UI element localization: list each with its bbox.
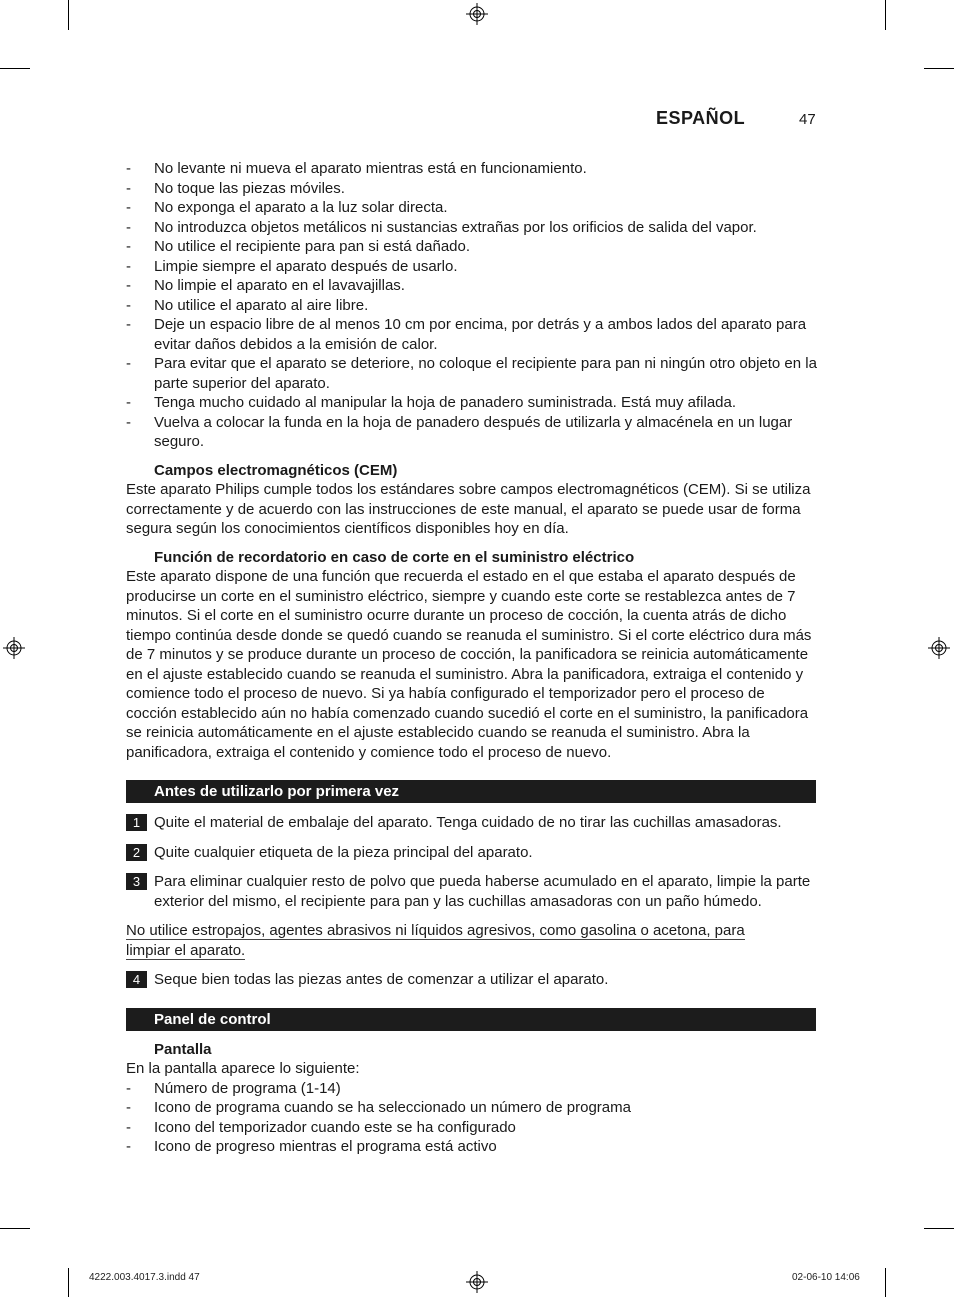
registration-mark-icon [466,1271,488,1293]
list-item: - No utilice el aparato al aire libre. [126,296,818,316]
step-item [126,843,818,863]
page-header [656,108,820,132]
list-item: - Limpie siempre el aparato después de usarlo. [126,257,818,277]
list-item: - Icono de progreso mientras el programa está activo [126,1137,818,1157]
list-item: - No utilice el recipiente para pan si está dañado. [126,237,818,257]
warning-text: No utilice estropajos, agentes abrasivos ni líquidos agresivos, como gasolina o acetona, para limpiar el aparato. [126,922,745,959]
list-item: - No levante ni mueva el aparato mientras está en funcionamiento. [126,159,818,179]
emf-paragraph: Este aparato Philips cumple todos los estándares sobre campos electromagnéticos (CEM). Si se utiliza correctamente y de acuerdo con las instrucciones de este manual, el aparato se puede usar de forma segura según los conocimientos científicos disponibles hoy en día. [126,481,811,537]
crop-mark [885,1268,886,1297]
step-text: Para eliminar cualquier resto de polvo que pueda haberse acumulado en el aparato, limpie la parte exterior del mismo, el recipiente para pan y las cuchillas amasadoras con un paño húmedo. [154,873,811,910]
list-item: - Deje un espacio libre de al menos 10 cm por encima, por detrás y a ambos lados del aparato para evitar daños debidos a la emisión de calor. [126,315,818,354]
step-number: 4 [126,971,147,988]
warning-note [126,921,776,960]
power-failure-paragraph: Este aparato dispone de una función que recuerda el estado en el que estaba el aparato después de producirse un corte en el suministro eléctrico, siempre y cuando este corte se restablezca antes de 7 minutos. Si el corte en el suministro ocurre durante un proceso de cocción, la cuenta atrás de dicho tiempo continúa desde donde se quedó cuando se reanuda el suministro. Si el corte eléctrico dura más de 7 minutos y se produce durante un proceso de cocción, la panificadora se reinicia automáticamente en el ajuste establecido cuando se reanuda el suministro. Abra la panificadora, extraiga el contenido y comience todo el proceso de nuevo. Si ya había configurado el temporizador pero el proceso de cocción establecido aún no había comenzado cuando sucedió el corte en el suministro, la panificadora se reinicia automáticamente en el ajuste establecido cuando se reanuda el suministro. Abra la panificadora, extraiga el contenido y comience todo el proceso de nuevo. [126,568,812,761]
page-content [126,159,818,1157]
page-number: 47 [799,111,816,128]
list-item: - Número de programa (1-14) [126,1079,818,1099]
display-list [126,1079,818,1157]
crop-mark [885,0,886,30]
display-heading: Pantalla [154,1040,212,1058]
list-item: - Para evitar que el aparato se deteriore, no coloque el recipiente para pan ni ningún otro objeto en la parte superior del aparato. [126,354,818,393]
crop-mark [924,1228,954,1229]
crop-mark [0,1228,30,1229]
step-number: 2 [126,844,147,861]
list-item: - No introduzca objetos metálicos ni sustancias extrañas por los orificios de salida del vapor. [126,218,818,238]
step-number: 1 [126,814,147,831]
list-item: - Tenga mucho cuidado al manipular la hoja de panadero suministrada. Está muy afilada. [126,393,818,413]
crop-mark [0,68,30,69]
display-intro: En la pantalla aparece lo siguiente: [126,1060,360,1077]
list-item: - Vuelva a colocar la funda en la hoja de panadero después de utilizarla y almacénela en un lugar seguro. [126,413,818,452]
step-item [126,813,818,833]
registration-mark-icon [3,637,25,659]
crop-mark [924,68,954,69]
registration-mark-icon [466,3,488,25]
power-failure-heading: Función de recordatorio en caso de corte en el suministro eléctrico [154,548,635,566]
list-item: - Icono de programa cuando se ha seleccionado un número de programa [126,1098,818,1118]
step-text: Quite cualquier etiqueta de la pieza principal del aparato. [154,843,533,861]
list-item: - No exponga el aparato a la luz solar directa. [126,198,818,218]
safety-list [126,159,818,452]
registration-mark-icon [928,637,950,659]
list-item: - Icono del temporizador cuando este se ha configurado [126,1118,818,1138]
language-label: ESPAÑOL [656,108,746,128]
footer-date: 02-06-10 14:06 [792,1272,860,1283]
step-item [126,872,818,911]
footer-file-info: 4222.003.4017.3.indd 47 [89,1272,200,1283]
list-item: - No limpie el aparato en el lavavajillas. [126,276,818,296]
section-bar-control-panel: Panel de control [126,1008,816,1031]
step-text: Quite el material de embalaje del aparato. Tenga cuidado de no tirar las cuchillas amasadoras. [154,814,782,831]
step-item [126,970,818,990]
step-number: 3 [126,873,147,890]
crop-mark [68,0,69,30]
section-bar-before-first-use: Antes de utilizarlo por primera vez [126,780,816,803]
list-item: - No toque las piezas móviles. [126,179,818,199]
emf-heading: Campos electromagnéticos (CEM) [154,461,398,479]
crop-mark [68,1268,69,1297]
step-text: Seque bien todas las piezas antes de comenzar a utilizar el aparato. [154,971,609,988]
